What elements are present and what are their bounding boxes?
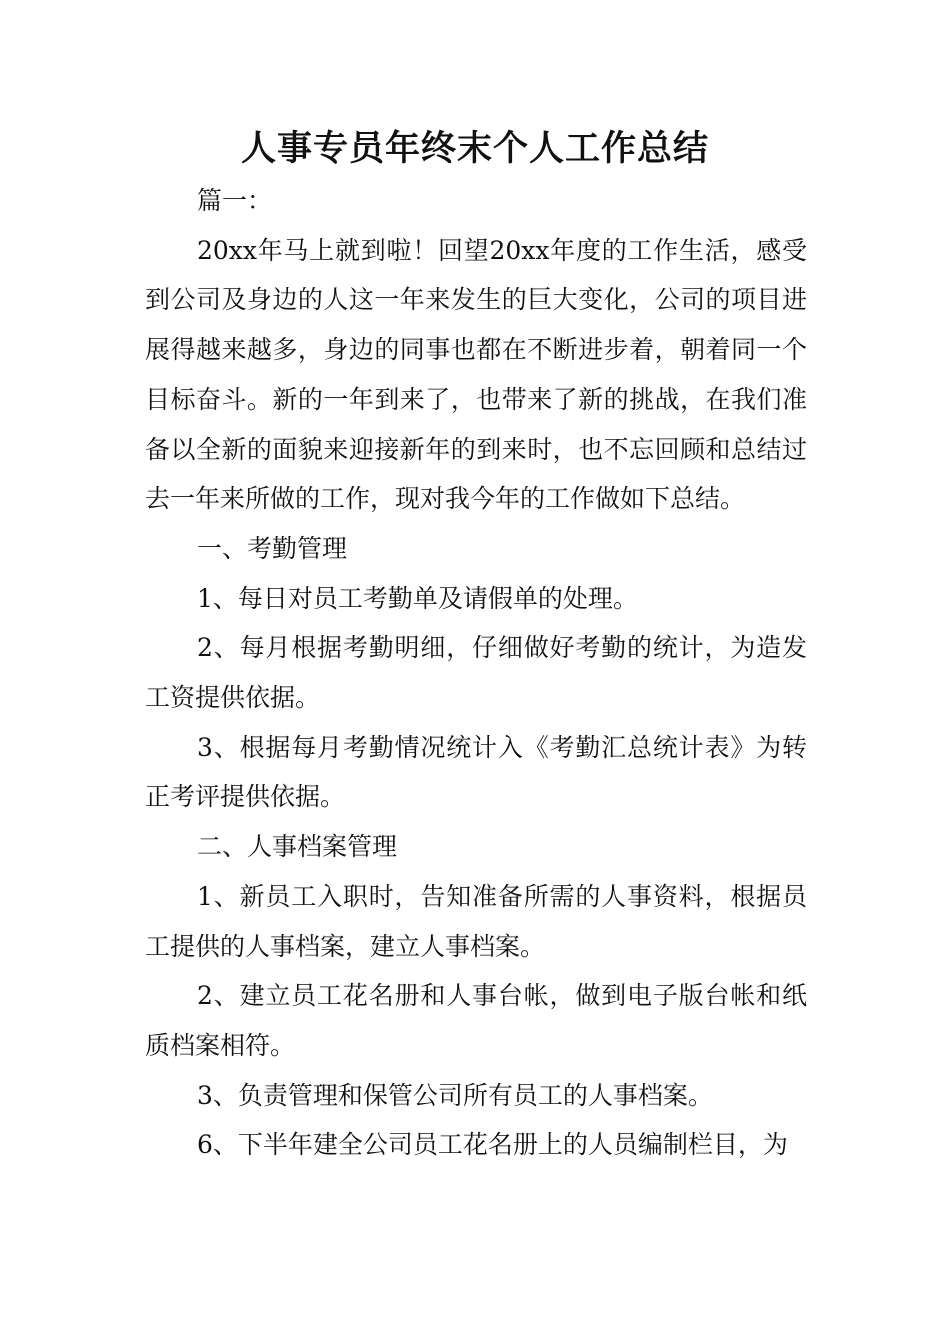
list-item: 2、建立员工花名册和人事台帐，做到电子版台帐和纸质档案相符。 bbox=[145, 981, 807, 1060]
list-item: 3、根据每月考勤情况统计入《考勤汇总统计表》为转正考评提供依据。 bbox=[145, 732, 807, 812]
document-title: 人事专员年终末个人工作总结 bbox=[240, 129, 709, 169]
paragraph-section-label: 篇一： bbox=[197, 186, 273, 215]
list-item: 1、新员工入职时，告知准备所需的人事资料，根据员工提供的人事档案，建立人事档案。 bbox=[145, 881, 807, 961]
heading-personnel-file-management: 二、人事档案管理 bbox=[197, 832, 398, 862]
document-body bbox=[145, 176, 807, 1170]
list-item: 2、每月根据考勤明细，仔细做好考勤的统计，为造发工资提供依据。 bbox=[145, 633, 807, 713]
list-item: 1、每日对员工考勤单及请假单的处理。 bbox=[197, 583, 638, 613]
paragraph-intro: 20xx年马上就到啦！回望20xx年度的工作生活，感受到公司及身边的人这一年来发生的巨大变化，公司的项目进展得越来越多，身边的同事也都在不断进步着，朝着同一个目标奋斗。新的一年到来了，也带来了新的挑战，在我们准备以全新的面貌来迎接新年的到来时，也不忘回顾和总结过去一年来所做的工作，现对我今年的工作做如下总结。 bbox=[145, 235, 807, 514]
list-item: 6、下半年建全公司员工花名册上的人员编制栏目，为 bbox=[197, 1130, 788, 1160]
list-item: 3、负责管理和保管公司所有员工的人事档案。 bbox=[197, 1080, 713, 1110]
heading-attendance-management: 一、考勤管理 bbox=[197, 533, 348, 563]
